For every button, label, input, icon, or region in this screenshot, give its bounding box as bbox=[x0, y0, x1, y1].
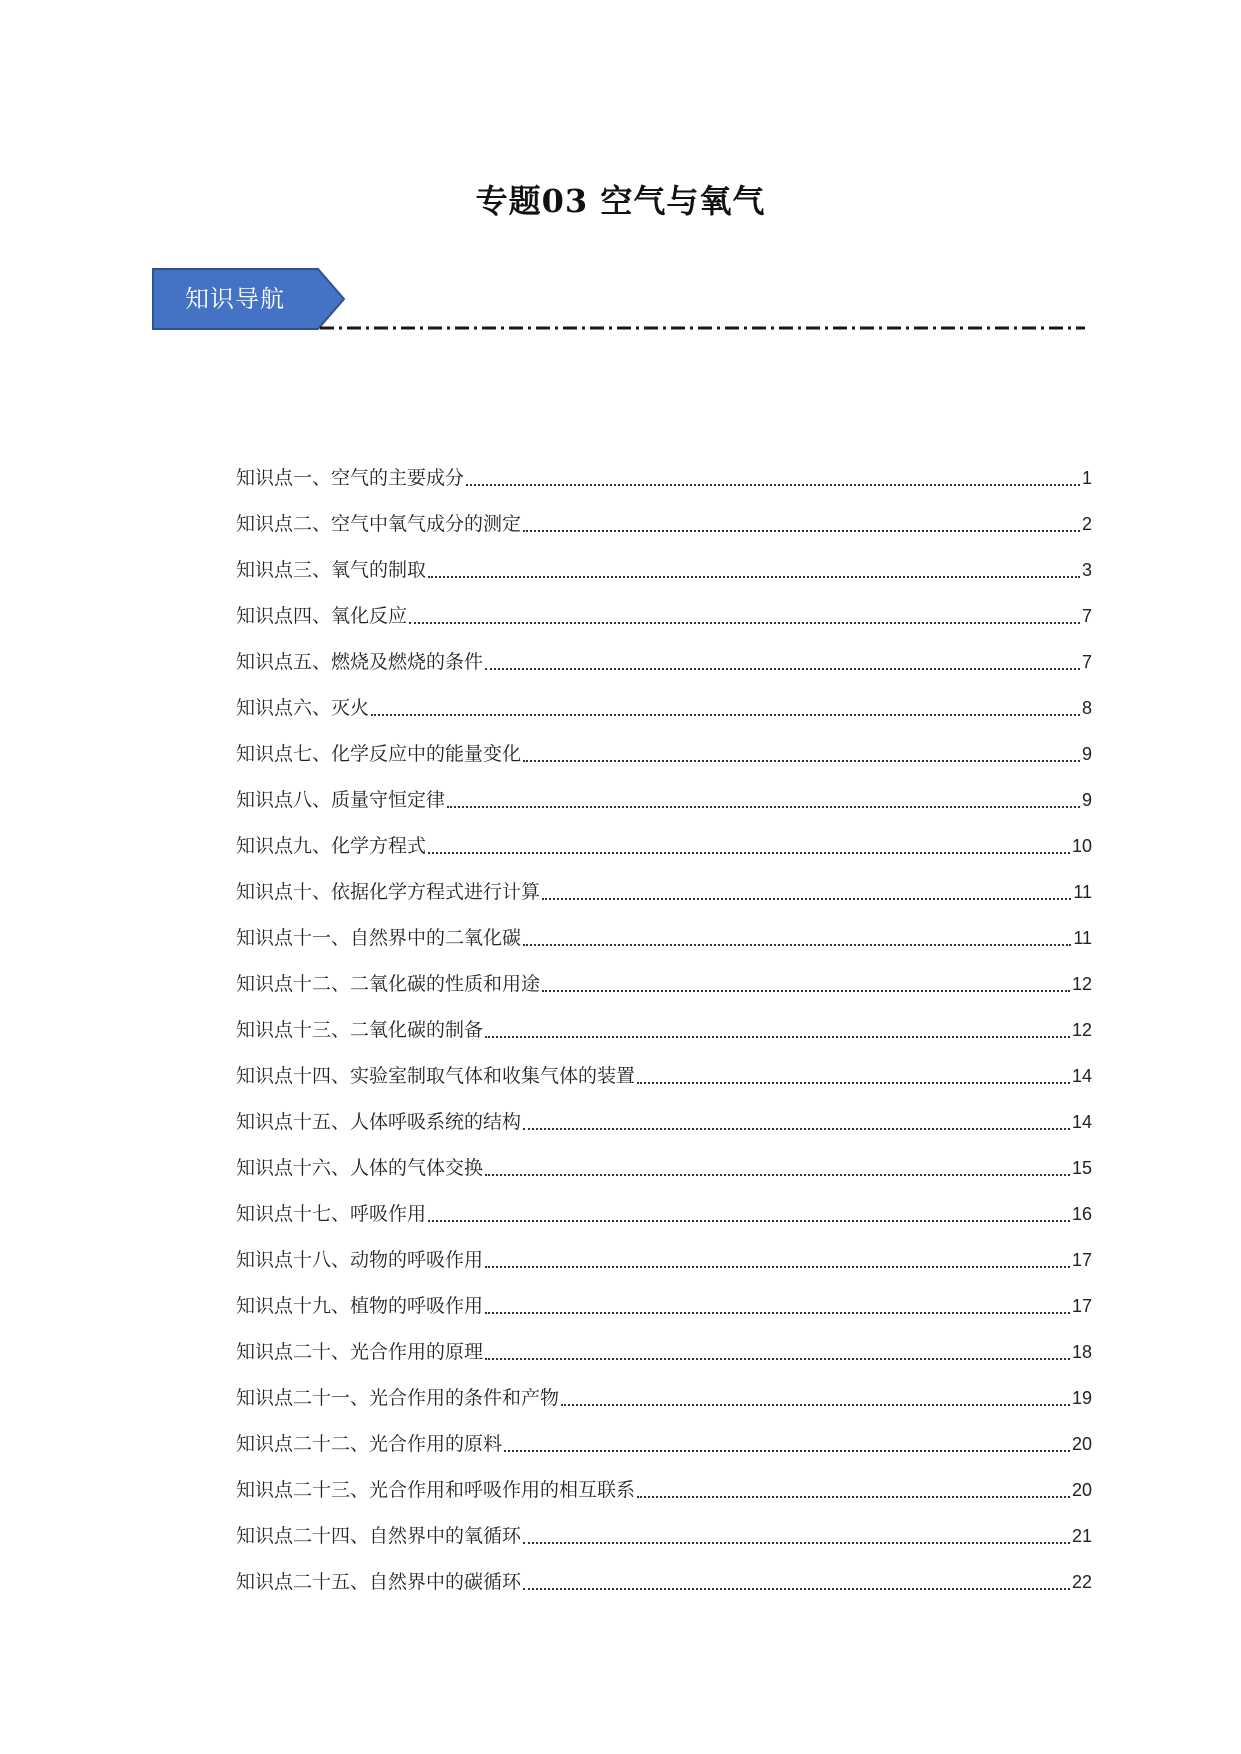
toc-dot-leader bbox=[371, 713, 1080, 716]
toc-entry-page: 8 bbox=[1081, 698, 1092, 718]
toc-dot-leader bbox=[542, 989, 1070, 992]
toc-entry-title: 知识点七、化学反应中的能量变化 bbox=[236, 743, 522, 765]
toc-entry-title: 知识点二十三、光合作用和呼吸作用的相互联系 bbox=[236, 1479, 636, 1501]
toc-entry[interactable] bbox=[236, 721, 1092, 767]
toc-entry[interactable] bbox=[236, 1089, 1092, 1135]
toc-entry-title: 知识点二、空气中氧气成分的测定 bbox=[236, 513, 522, 535]
table-of-contents bbox=[236, 445, 1092, 1595]
page-title: 专题03 空气与氧气 bbox=[475, 182, 766, 221]
toc-entry-title: 知识点十二、二氧化碳的性质和用途 bbox=[236, 973, 541, 995]
section-banner bbox=[152, 268, 345, 330]
toc-entry[interactable] bbox=[236, 583, 1092, 629]
toc-entry-page: 1 bbox=[1081, 468, 1092, 488]
toc-entry[interactable] bbox=[236, 491, 1092, 537]
toc-dot-leader bbox=[428, 575, 1080, 578]
toc-dot-leader bbox=[466, 483, 1080, 486]
toc-entry-page: 18 bbox=[1071, 1342, 1092, 1362]
toc-entry-title: 知识点十一、自然界中的二氧化碳 bbox=[236, 927, 522, 949]
toc-entry-page: 3 bbox=[1081, 560, 1092, 580]
toc-entry-title: 知识点十六、人体的气体交换 bbox=[236, 1157, 484, 1179]
toc-entry-page: 14 bbox=[1071, 1112, 1092, 1132]
toc-entry-page: 15 bbox=[1071, 1158, 1092, 1178]
toc-dot-leader bbox=[523, 529, 1080, 532]
toc-entry-page: 7 bbox=[1081, 606, 1092, 626]
toc-entry-page: 9 bbox=[1081, 790, 1092, 810]
toc-entry[interactable] bbox=[236, 1181, 1092, 1227]
toc-entry-page: 21 bbox=[1071, 1526, 1092, 1546]
toc-entry[interactable] bbox=[236, 675, 1092, 721]
toc-entry[interactable] bbox=[236, 629, 1092, 675]
toc-dot-leader bbox=[485, 667, 1080, 670]
toc-dot-leader bbox=[428, 851, 1070, 854]
toc-dot-leader bbox=[485, 1311, 1070, 1314]
toc-dot-leader bbox=[523, 1541, 1070, 1544]
toc-entry[interactable] bbox=[236, 537, 1092, 583]
toc-entry[interactable] bbox=[236, 951, 1092, 997]
toc-entry-page: 20 bbox=[1071, 1434, 1092, 1454]
toc-entry-page: 17 bbox=[1071, 1250, 1092, 1270]
toc-entry[interactable] bbox=[236, 859, 1092, 905]
toc-dot-leader bbox=[428, 1219, 1070, 1222]
toc-entry-title: 知识点二十、光合作用的原理 bbox=[236, 1341, 484, 1363]
toc-entry[interactable] bbox=[236, 1411, 1092, 1457]
toc-entry[interactable] bbox=[236, 1319, 1092, 1365]
toc-dot-leader bbox=[485, 1035, 1070, 1038]
toc-entry[interactable] bbox=[236, 1043, 1092, 1089]
toc-entry-title: 知识点二十二、光合作用的原料 bbox=[236, 1433, 503, 1455]
toc-entry-title: 知识点十三、二氧化碳的制备 bbox=[236, 1019, 484, 1041]
toc-entry-title: 知识点十七、呼吸作用 bbox=[236, 1203, 427, 1225]
toc-entry-title: 知识点十四、实验室制取气体和收集气体的装置 bbox=[236, 1065, 636, 1087]
toc-dot-leader bbox=[542, 897, 1071, 900]
toc-entry-page: 22 bbox=[1071, 1572, 1092, 1592]
toc-dot-leader bbox=[485, 1173, 1070, 1176]
toc-entry[interactable] bbox=[236, 1503, 1092, 1549]
toc-entry-title: 知识点二十一、光合作用的条件和产物 bbox=[236, 1387, 560, 1409]
toc-dot-leader bbox=[504, 1449, 1070, 1452]
toc-dot-leader bbox=[485, 1265, 1070, 1268]
toc-entry-page: 2 bbox=[1081, 514, 1092, 534]
toc-entry-title: 知识点十八、动物的呼吸作用 bbox=[236, 1249, 484, 1271]
toc-entry-title: 知识点四、氧化反应 bbox=[236, 605, 408, 627]
toc-entry[interactable] bbox=[236, 1365, 1092, 1411]
section-divider bbox=[320, 325, 1085, 331]
toc-dot-leader bbox=[447, 805, 1080, 808]
toc-entry-page: 11 bbox=[1073, 882, 1092, 902]
toc-dot-leader bbox=[523, 759, 1080, 762]
toc-entry-title: 知识点一、空气的主要成分 bbox=[236, 467, 465, 489]
toc-entry-title: 知识点三、氧气的制取 bbox=[236, 559, 427, 581]
toc-entry-title: 知识点五、燃烧及燃烧的条件 bbox=[236, 651, 484, 673]
toc-dot-leader bbox=[637, 1081, 1070, 1084]
toc-entry-title: 知识点二十五、自然界中的碳循环 bbox=[236, 1571, 522, 1593]
toc-entry-page: 14 bbox=[1071, 1066, 1092, 1086]
toc-entry-page: 19 bbox=[1071, 1388, 1092, 1408]
toc-dot-leader bbox=[523, 943, 1071, 946]
toc-entry[interactable] bbox=[236, 1227, 1092, 1273]
section-banner-label: 知识导航 bbox=[185, 285, 285, 313]
toc-entry-page: 10 bbox=[1071, 836, 1092, 856]
toc-entry-page: 9 bbox=[1081, 744, 1092, 764]
toc-entry[interactable] bbox=[236, 813, 1092, 859]
toc-entry-page: 11 bbox=[1073, 928, 1092, 948]
toc-dot-leader bbox=[523, 1127, 1070, 1130]
toc-entry-title: 知识点十、依据化学方程式进行计算 bbox=[236, 881, 541, 903]
toc-entry-page: 16 bbox=[1071, 1204, 1092, 1224]
toc-entry-page: 12 bbox=[1071, 1020, 1092, 1040]
toc-dot-leader bbox=[409, 621, 1080, 624]
toc-entry[interactable] bbox=[236, 997, 1092, 1043]
toc-entry-page: 20 bbox=[1071, 1480, 1092, 1500]
toc-entry[interactable] bbox=[236, 1549, 1092, 1595]
toc-entry[interactable] bbox=[236, 905, 1092, 951]
toc-dot-leader bbox=[523, 1587, 1070, 1590]
toc-entry[interactable] bbox=[236, 445, 1092, 491]
toc-dot-leader bbox=[637, 1495, 1070, 1498]
toc-entry-title: 知识点十五、人体呼吸系统的结构 bbox=[236, 1111, 522, 1133]
toc-entry-page: 17 bbox=[1071, 1296, 1092, 1316]
toc-entry-title: 知识点八、质量守恒定律 bbox=[236, 789, 446, 811]
toc-entry-title: 知识点二十四、自然界中的氧循环 bbox=[236, 1525, 522, 1547]
toc-entry-page: 7 bbox=[1081, 652, 1092, 672]
toc-entry-title: 知识点九、化学方程式 bbox=[236, 835, 427, 857]
toc-entry-title: 知识点六、灭火 bbox=[236, 697, 370, 719]
toc-entry[interactable] bbox=[236, 1135, 1092, 1181]
toc-entry[interactable] bbox=[236, 1457, 1092, 1503]
toc-entry[interactable] bbox=[236, 767, 1092, 813]
toc-entry[interactable] bbox=[236, 1273, 1092, 1319]
toc-entry-title: 知识点十九、植物的呼吸作用 bbox=[236, 1295, 484, 1317]
toc-entry-page: 12 bbox=[1071, 974, 1092, 994]
toc-dot-leader bbox=[485, 1357, 1070, 1360]
toc-dot-leader bbox=[561, 1403, 1070, 1406]
